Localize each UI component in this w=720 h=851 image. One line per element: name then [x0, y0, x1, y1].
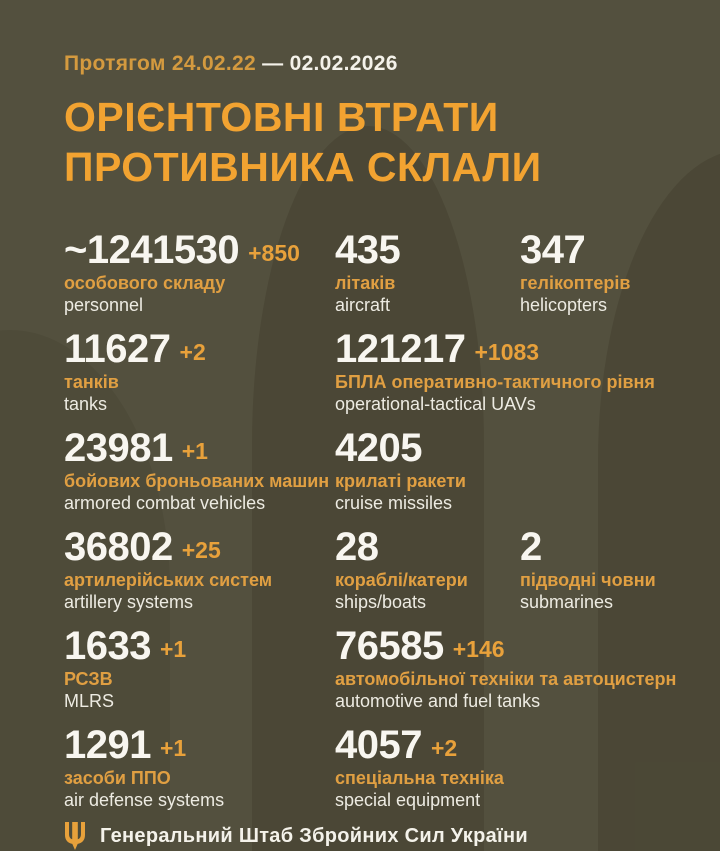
stat-value: 11627: [64, 327, 171, 371]
stat-label-en: artillery systems: [64, 592, 194, 612]
stat-label-en: MLRS: [64, 691, 115, 711]
stat-armored-vehicles: [64, 426, 335, 514]
period-line: [64, 52, 680, 76]
stats-row: [64, 426, 680, 514]
stat-label-ua: засоби ППО: [64, 768, 171, 788]
stat-label-ua: БПЛА оперативно-тактичного рівня: [335, 372, 655, 392]
stat-value: 28: [335, 525, 379, 569]
stat-label-en: personnel: [64, 295, 144, 315]
trident-icon: [64, 822, 86, 850]
stat-special-equipment: [335, 723, 680, 811]
stat-label-en: operational-tactical UAVs: [335, 394, 536, 414]
stat-label-en: armored combat vehicles: [64, 493, 266, 513]
period-prefix: Протягом 24.02.22: [64, 52, 256, 75]
page-title: [64, 92, 680, 192]
stats-row: [64, 525, 680, 613]
stat-label-ua: гелікоптерів: [520, 273, 631, 293]
stat-delta: +850: [248, 240, 300, 266]
stat-delta: +1: [159, 735, 187, 761]
stat-delta: +146: [452, 636, 505, 662]
title-line-1: ОРІЄНТОВНІ ВТРАТИ: [64, 94, 499, 140]
stat-value: 1633: [64, 624, 151, 668]
stat-label-en: aircraft: [335, 295, 391, 315]
stat-delta: +1: [181, 438, 208, 464]
stat-value: 36802: [64, 525, 173, 569]
stat-label-ua: крилаті ракети: [335, 471, 467, 491]
stat-delta: +1083: [474, 339, 540, 365]
stat-label-en: air defense systems: [64, 790, 225, 810]
stat-personnel: [64, 228, 335, 316]
stat-tanks: [64, 327, 335, 415]
stat-label-ua: танків: [64, 372, 119, 392]
stats-grid: [64, 228, 680, 811]
period-dash: —: [262, 52, 284, 75]
stat-label-ua: підводні човни: [520, 570, 656, 590]
stat-value: 1291: [64, 723, 151, 767]
stat-cruise-missiles: [335, 426, 680, 514]
stat-label-en: ships/boats: [335, 592, 427, 612]
source-label: Генеральний Штаб Збройних Сил України: [100, 824, 528, 847]
title-line-2: ПРОТИВНИКА СКЛАЛИ: [64, 144, 542, 190]
stat-label-ua: особового складу: [64, 273, 226, 293]
stat-value: 23981: [64, 426, 173, 470]
stat-label-ua: автомобільної техніки та автоцистерн: [335, 669, 677, 689]
stat-value: 347: [520, 228, 586, 272]
stat-submarines: [520, 525, 680, 613]
period-date: 02.02.2026: [289, 52, 398, 75]
stat-automotive: [335, 624, 680, 712]
stat-label-en: automotive and fuel tanks: [335, 691, 541, 711]
stat-uavs: [335, 327, 680, 415]
stat-label-ua: бойових броньованих машин: [64, 471, 330, 491]
stats-row: [64, 327, 680, 415]
stat-value: 2: [520, 525, 542, 569]
stat-delta: +2: [430, 735, 458, 761]
footer: [64, 822, 680, 850]
stat-label-ua: артилерійських систем: [64, 570, 273, 590]
stat-label-ua: кораблі/катери: [335, 570, 468, 590]
stats-row: [64, 723, 680, 811]
stat-mlrs: [64, 624, 335, 712]
stat-label-en: submarines: [520, 592, 614, 612]
stat-delta: +25: [181, 537, 221, 563]
stat-value: 121217: [335, 327, 466, 371]
stat-value: 4057: [335, 723, 422, 767]
stat-aircraft: [335, 228, 520, 316]
stat-label-ua: літаків: [335, 273, 396, 293]
stat-value: 435: [335, 228, 401, 272]
stat-label-ua: спеціальна техніка: [335, 768, 504, 788]
stat-value: ~1241530: [64, 228, 240, 272]
stat-delta: +2: [179, 339, 206, 365]
stat-delta: +1: [159, 636, 187, 662]
stat-label-en: tanks: [64, 394, 108, 414]
stat-value: 76585: [335, 624, 444, 668]
stat-label-en: cruise missiles: [335, 493, 453, 513]
stat-helicopters: [520, 228, 680, 316]
stat-ships: [335, 525, 520, 613]
stat-label-en: special equipment: [335, 790, 481, 810]
stat-value: 4205: [335, 426, 422, 470]
stat-air-defense: [64, 723, 335, 811]
stat-artillery: [64, 525, 335, 613]
stat-label-en: helicopters: [520, 295, 608, 315]
stat-label-ua: РСЗВ: [64, 669, 113, 689]
stats-row: [64, 624, 680, 712]
stats-row: [64, 228, 680, 316]
